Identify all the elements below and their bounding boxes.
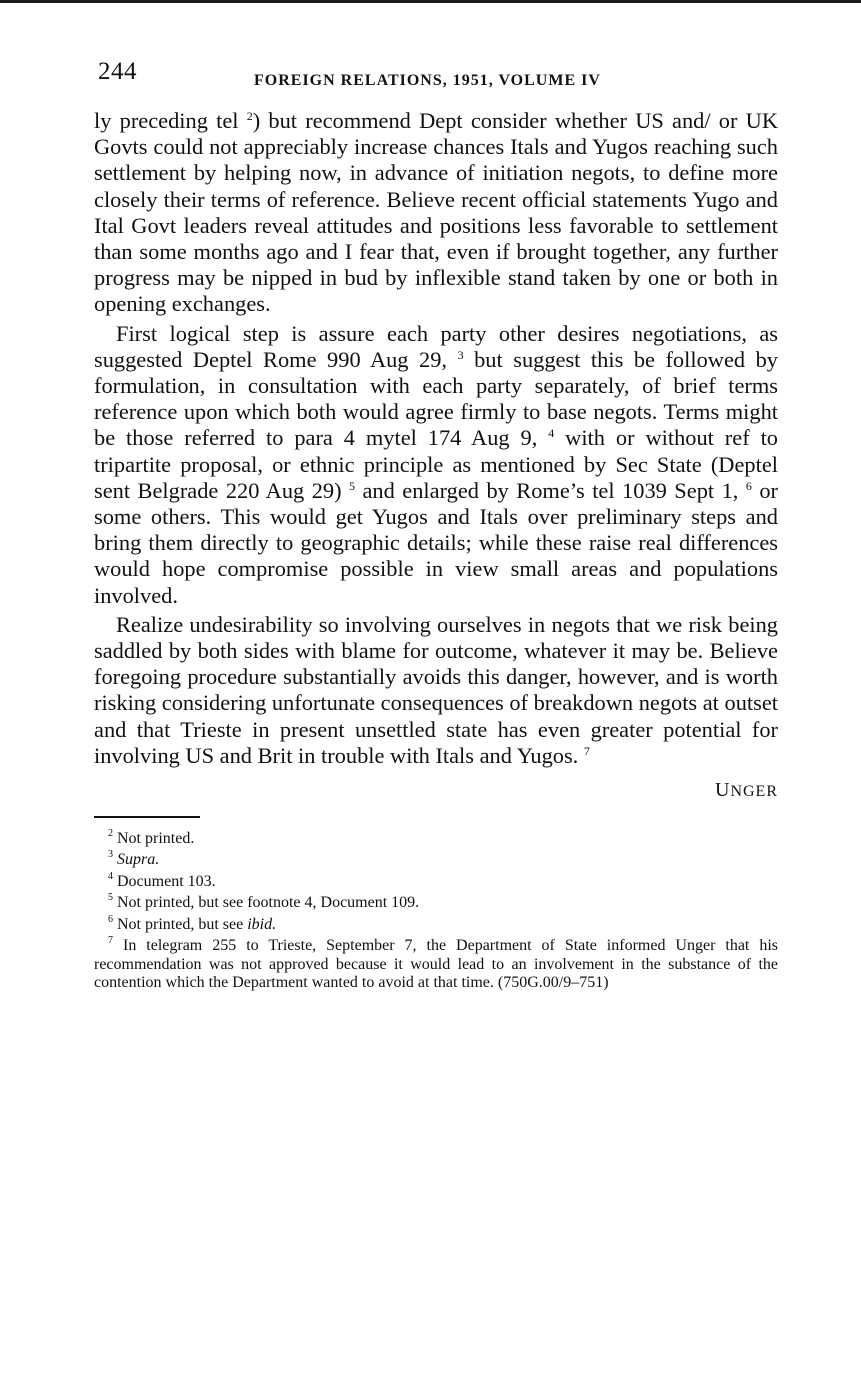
footnote-text: Not printed, but see [117, 915, 248, 933]
paragraph-2-text-e: or some others. This would get Yugos and Itals over preliminary steps and bring them directly to geographic details; while these raise real differences would hope compromise possible in view small areas and populations involved. [94, 477, 778, 608]
running-header [94, 58, 778, 94]
footnote-text: Document 103. [117, 872, 216, 890]
footnote-text: Supra. [117, 851, 160, 869]
paragraph-2 [94, 321, 778, 609]
paragraph-3 [94, 612, 778, 769]
footnote-number: 2 [108, 827, 113, 839]
footnotes [94, 827, 779, 993]
paragraph-2-text-c: with or without ref to tripartite proposal, or ethnic principle as mentioned by Sec State (Deptel sent Belgrade 220 Aug 29) [94, 425, 778, 503]
footnote-4 [94, 870, 778, 892]
document-page [94, 58, 778, 996]
paragraph-2-text-a: First logical step is assure each party other desires negotiations, as suggested Deptel Rome 990 Aug 29, [94, 320, 778, 372]
footnote-ref-7: 7 [583, 744, 590, 759]
footnote-3 [94, 851, 778, 870]
footnote-ref-4: 4 [548, 426, 555, 441]
paragraph-1 [94, 108, 778, 318]
footnote-number: 3 [108, 849, 113, 861]
footnote-7 [94, 937, 778, 993]
document-body [94, 108, 778, 769]
footnote-5 [94, 894, 778, 913]
footnote-number: 5 [108, 892, 113, 904]
footnote-number: 7 [108, 935, 113, 947]
footnote-ref-6: 6 [745, 479, 752, 494]
footnote-divider [94, 816, 200, 818]
signature [94, 779, 778, 802]
page-top-edge [0, 0, 861, 3]
paragraph-1-text-b: ) but recommend Dept consider whether US and/ or UK Govts could not appreciably increase chances Itals and Yugos reaching such settlement by helping now, in advance of initiation negots, to define more closely their terms of reference. Believe recent official statements Yugo and Ital Govt leaders reveal attitudes and positions less favorable to settlement than some months ago and I fear that, even if brought together, any further progress may be nipped in bud by inflexible stand taken by one or both in opening exchanges. [94, 108, 778, 317]
running-title: FOREIGN RELATIONS, 1951, VOLUME IV [254, 72, 601, 89]
paragraph-1-text-a: ly preceding tel [94, 108, 247, 133]
footnote-ref-3: 3 [457, 348, 464, 363]
footnote-ref-5: 5 [349, 479, 356, 494]
footnote-6 [94, 913, 778, 935]
footnote-text: Not printed. [117, 829, 195, 847]
footnote-number: 6 [108, 913, 113, 925]
footnote-text: Not printed, but see footnote 4, Document 109. [117, 894, 420, 912]
paragraph-2-text-d: and enlarged by Rome’s tel 1039 Sept 1, [355, 477, 746, 503]
signature-initial: U [714, 779, 731, 802]
footnote-2 [94, 827, 778, 849]
footnote-number: 4 [108, 870, 113, 882]
footnote-text-italic: ibid. [247, 915, 277, 933]
paragraph-2-text-b: but suggest this be followed by formulation, in consultation with each party separately, of brief terms reference upon which both would agree firmly to base negots. Terms might be those referred to para 4 mytel 174 Aug 9, [94, 346, 778, 451]
footnote-ref-2: 2 [246, 109, 253, 124]
paragraph-3-text-a: Realize undesirability so involving ourselves in negots that we risk being saddled by both sides with blame for outcome, whatever it may be. Believe foregoing procedure substantially avoids this danger, however, and is worth risking considering unfortunate consequences of breakdown negots at outset and that Trieste in present unsettled state has even greater potential for involving US and Brit in trouble with Itals and Yugos. [94, 611, 778, 768]
page-number: 244 [98, 58, 137, 85]
footnote-text: In telegram 255 to Trieste, September 7, the Department of State informed Unger that his recommendation was not approved because it would lead to an involvement in the substance of the contention which the Department wanted to avoid at that time. (750G.00/9–751) [94, 937, 779, 992]
signature-rest: NGER [730, 783, 778, 801]
